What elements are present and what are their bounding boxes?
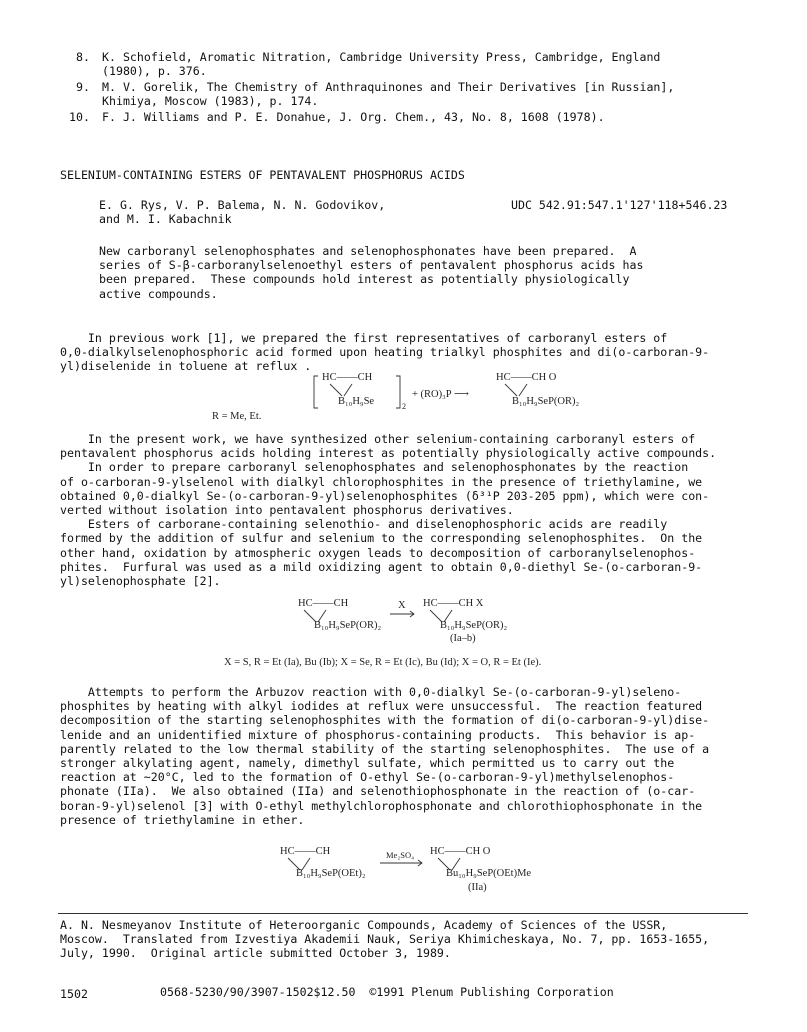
affiliation-note: A. N. Nesmeyanov Institute of Heteroorganic Compounds, Academy of Sciences of the USSR, Moscow. Translated from Izvestiya Akademii Nauk, Seriya Khimicheskaya, No. 7, pp. 1653-1655, July, 1990. Original article submitted October 3, 1989. (60, 918, 710, 961)
authors-line-1: E. G. Rys, V. P. Balema, N. N. Godovikov, (99, 198, 386, 212)
scheme-1-product-top: HC——CH O (496, 372, 557, 383)
scheme-3-product-top: HC——CH O (430, 846, 491, 857)
article-title: SELENIUM-CONTAINING ESTERS OF PENTAVALENT PHOSPHORUS ACIDS (60, 168, 465, 182)
reference-text: K. Schofield, Aromatic Nitration, Cambridge University Press, Cambridge, England (1980), p. 376. (102, 50, 661, 79)
scheme-2-reactant-bottom: B₁₀H₉SeP(OR)₂ (314, 620, 382, 631)
scheme-3-reactant-bottom: B₁₀H₉SeP(OEt)₂ (296, 868, 366, 879)
reference-text: M. V. Gorelik, The Chemistry of Anthraquinones and Their Derivatives [in Russian], Khimiya, Moscow (1983), p. 174. (102, 80, 675, 109)
reference-text: F. J. Williams and P. E. Donahue, J. Org. Chem., 43, No. 8, 1608 (1978). (102, 110, 605, 124)
body-paragraph-3: Attempts to perform the Arbuzov reaction with 0,0-dialkyl Se-(o-carboran-9-yl)seleno- phosphites by heating with alkyl iodides at reflux were unsuccessful. The reaction featured decomposition of the starting selenophosphites with the formation of di(o-carboran-9-yl)dise- lenide and an unidentified mixture of phosphorus-containing products. This behavior is ap- parently related to the low thermal stability of the starting selenophosphites. The use of a stronger alkylating agent, namely, dimethyl sulfate, which permitted us to carry out the reaction at ~20°C, led to the formation of O-ethyl Se-(o-carboran-9-yl)methylselenophos- phonate (IIa). We also obtained (IIa) and selenothiophosphonate in the reaction of (o-car- boran-9-yl)selenol [3] with O-ethyl methylchlorophosphonate and chlorothiophosphonate in the presence of triethylamine in ether. (60, 685, 710, 827)
reaction-scheme-1 (300, 370, 600, 422)
copyright-line: 0568-5230/90/3907-1502$12.50 ©1991 Plenum Publishing Corporation (160, 985, 614, 999)
scheme-1-reactant-bottom: B₁₀H₉Se (338, 396, 375, 407)
scheme-2-arrow-label: X (398, 600, 406, 611)
page-number: 1502 (60, 987, 88, 1001)
reaction-scheme-2 (290, 598, 550, 648)
body-paragraph-1: In previous work [1], we prepared the first representatives of carboranyl esters of 0,0-dialkylselenophosphoric acid formed upon heating trialkyl phosphites and di(o-carboran-9- yl)diselenide in toluene at reflux . (60, 331, 710, 374)
reference-number: 9. (76, 80, 90, 94)
scheme-2-compound-label: (Ia–b) (450, 633, 476, 644)
scheme-3-arrow-label: Me₂SO₄ (386, 850, 415, 860)
scheme-3-product-bottom: Bu₁₀H₉SeP(OEt)Me (446, 868, 532, 879)
footnote-divider (58, 913, 748, 914)
reference-number: 10. (69, 110, 90, 124)
body-paragraph-2: In the present work, we have synthesized other selenium-containing carboranyl esters of pentavalent phosphorus acids holding interest as potentially physiologically active compounds. In order to prepare carboranyl selenophosphates and selenophosphonates by the reaction of o-carboran-9-ylselenol with dialkyl chlorophosphites in the presence of triethylamine, we obtained 0,0-dialkyl Se-(o-carboran-9-yl)selenophosphites (δ³¹P 203-205 ppm), which were con- verted without isolation into pentavalent phosphorus derivatives. Esters of carborane-containing selenothio- and diselenophosphoric acids are readily formed by the addition of sulfur and selenium to the corresponding selenophosphites. On the other hand, oxidation by atmospheric oxygen leads to decomposition of carboranylselenophos- phites. Furfural was used as a mild oxidizing agent to obtain 0,0-diethyl Se-(o-carboran-9- yl)selenophosphate [2]. (60, 432, 717, 589)
udc-code: UDC 542.91:547.1'127'118+546.23 (511, 198, 728, 212)
scheme-2-product-bottom: B₁₀H₉SeP(OR)₂ (440, 620, 508, 631)
scheme-1-r-definition: R = Me, Et. (212, 411, 262, 422)
reference-number: 8. (76, 50, 90, 64)
scheme-1-reagent: + (RO)₃P ⟶ (412, 389, 469, 400)
reaction-scheme-3 (280, 846, 560, 896)
scheme-1-product-bottom: B₁₀H₉SeP(OR)₂ (512, 396, 580, 407)
reference-10 (60, 110, 760, 126)
authors-line-2: and M. I. Kabachnik (99, 212, 232, 226)
scheme-3-reactant-top: HC——CH (280, 846, 331, 857)
abstract: New carboranyl selenophosphates and selenophosphonates have been prepared. A series of S-β-carboranylselenoethyl esters of pentavalent phosphorus acids has been prepared. These compounds hold interest as potentially physiologically active compounds. (99, 244, 644, 301)
scheme-1-dimer-subscript: 2 (402, 402, 406, 411)
scheme-1-reactant-top: HC——CH (322, 372, 373, 383)
scheme-2-definitions: X = S, R = Et (Ia), Bu (Ib); X = Se, R = Et (Ic), Bu (Id); X = O, R = Et (Ie). (224, 657, 542, 668)
scheme-3-compound-label: (IIa) (468, 882, 487, 893)
reference-9 (60, 80, 760, 110)
reference-8 (60, 50, 760, 80)
scheme-2-product-top: HC——CH X (423, 598, 484, 609)
scheme-2-reactant-top: HC——CH (298, 598, 349, 609)
